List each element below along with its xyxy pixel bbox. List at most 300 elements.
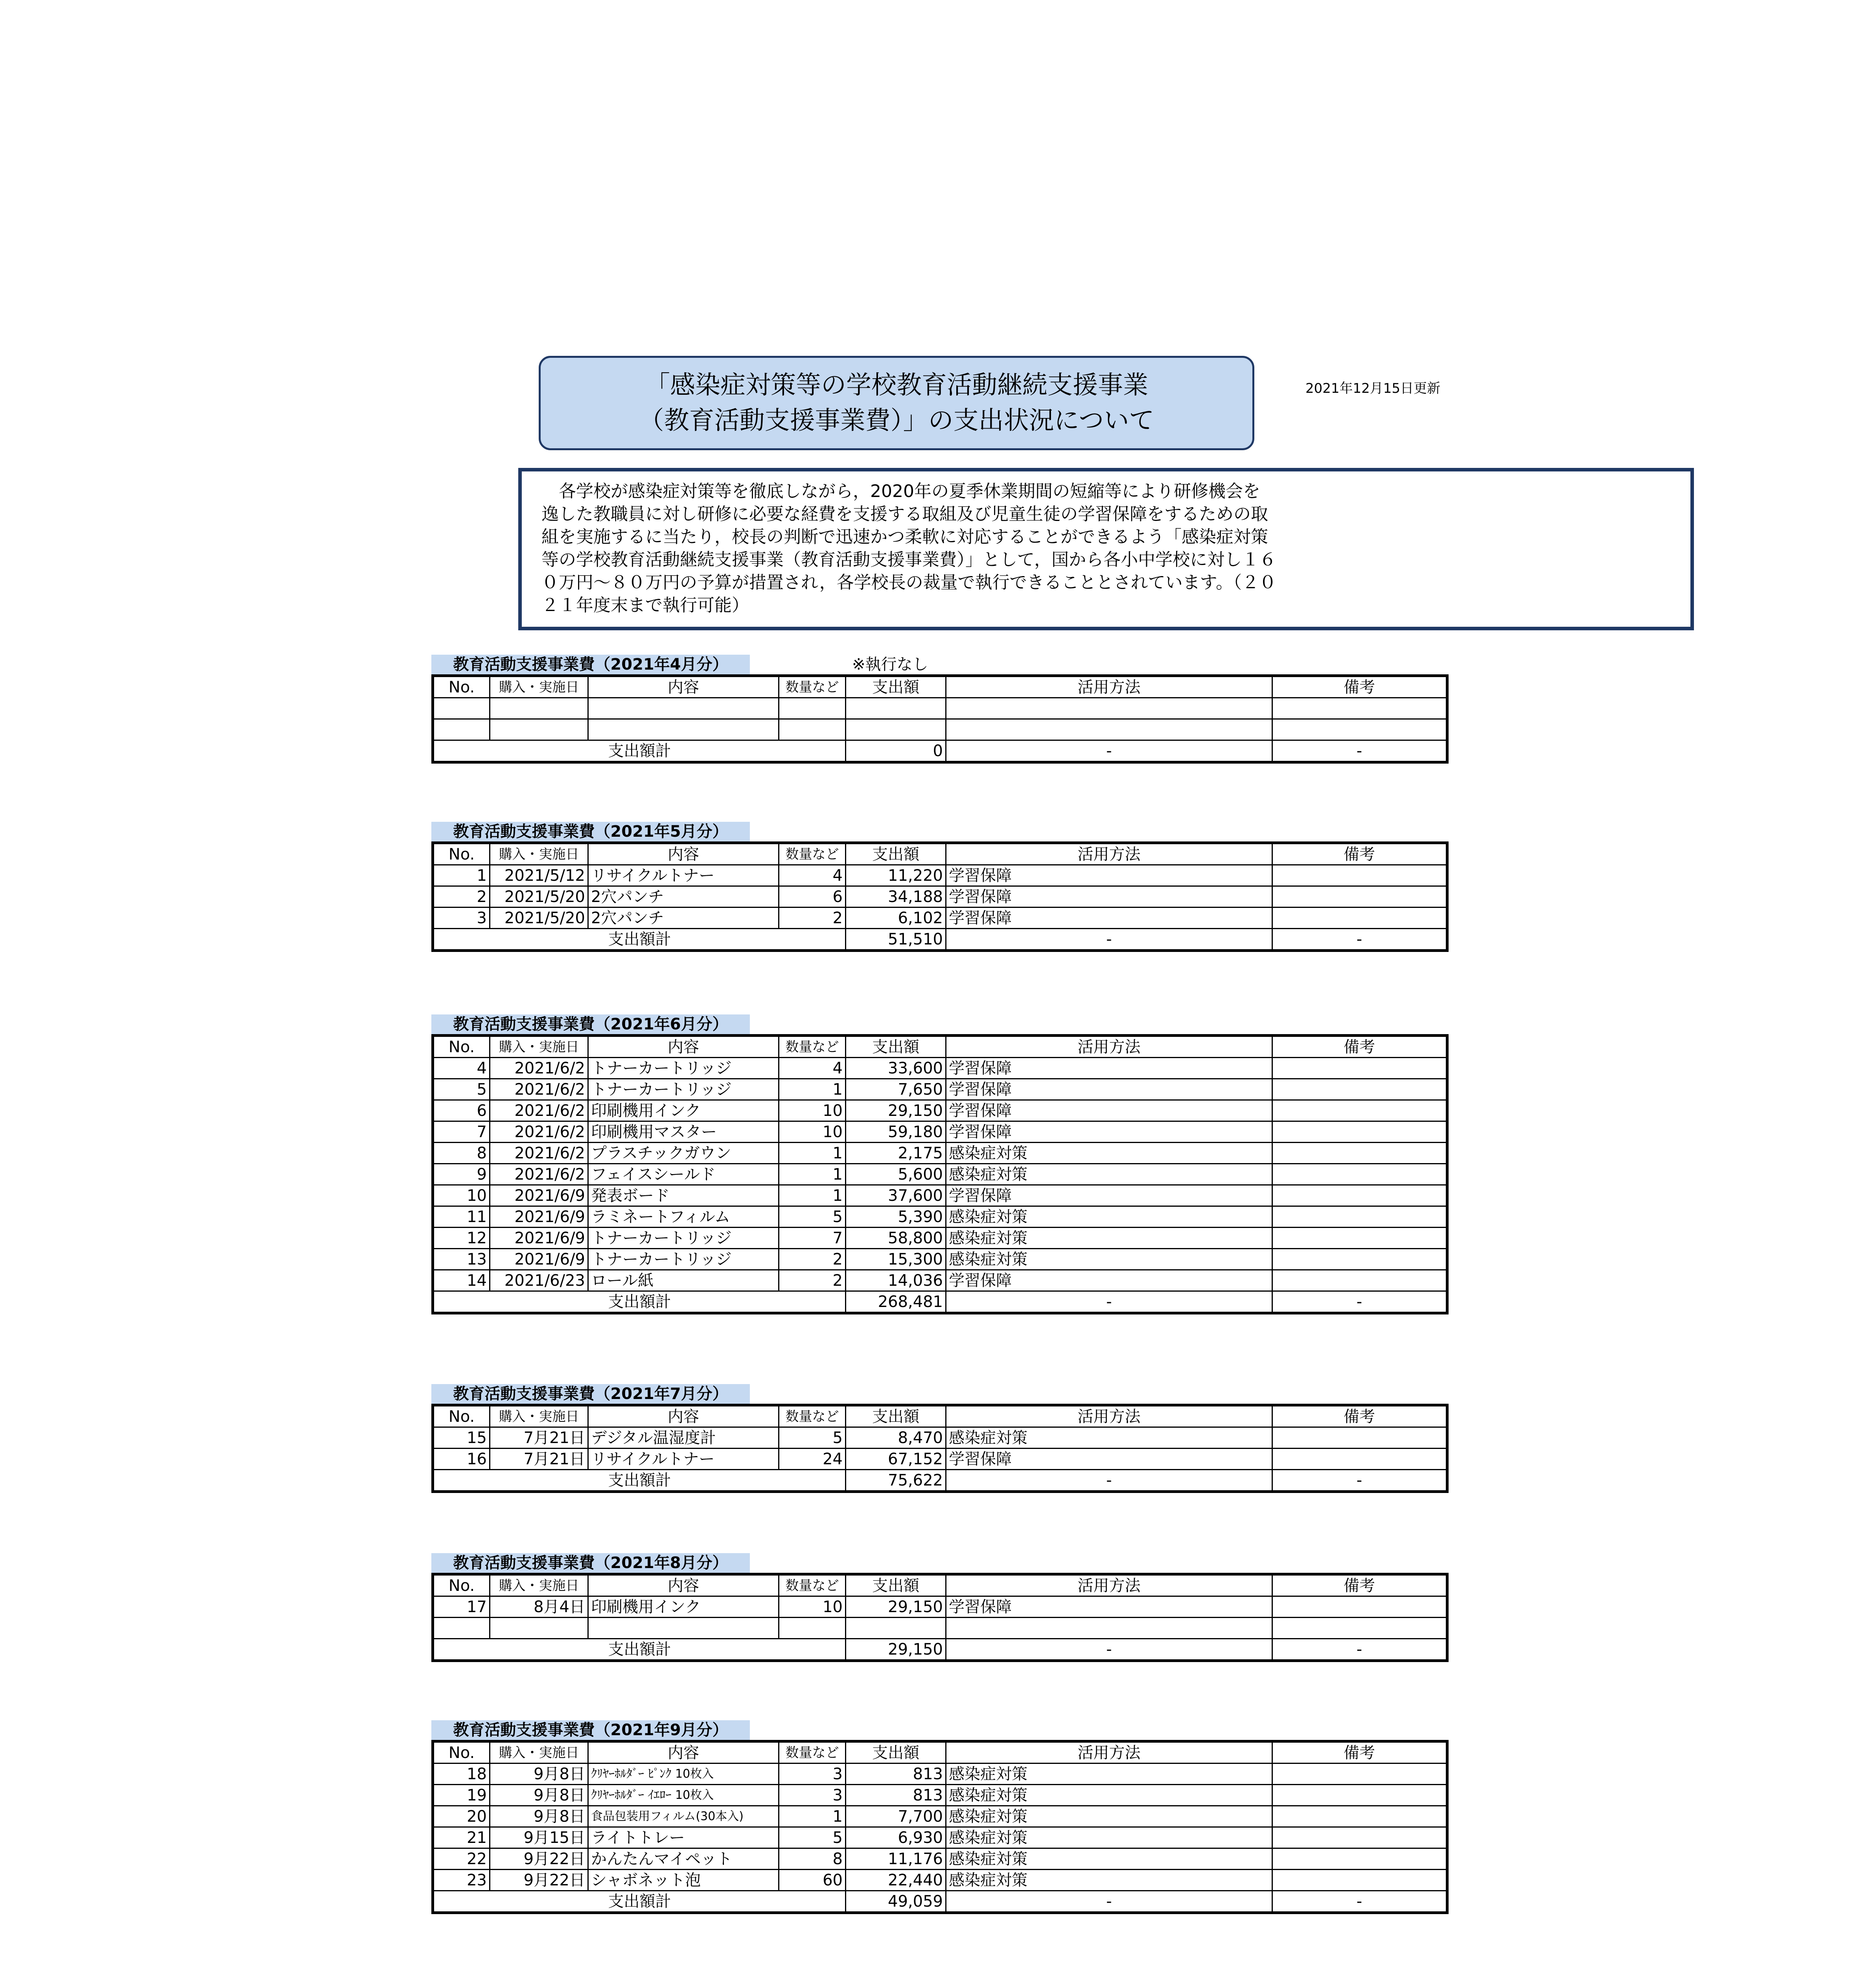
cell-no: 1: [433, 865, 490, 886]
cell-usage: 感染症対策: [946, 1427, 1272, 1449]
cell-content: デジタル温湿度計: [588, 1427, 779, 1449]
col-no-header: No.: [433, 676, 490, 698]
cell-no: 6: [433, 1100, 490, 1121]
table-row: [433, 1164, 1447, 1185]
total-label: 支出額計: [433, 740, 846, 762]
cell-usage: 学習保障: [946, 1185, 1272, 1206]
table-row: [433, 1100, 1447, 1121]
expense-table: [431, 1573, 1449, 1662]
col-date-header: 購入・実施日: [490, 676, 588, 698]
expense-table: [431, 841, 1449, 952]
intro-text: [518, 468, 1694, 630]
title-line-1: 「感染症対策等の学校教育活動継続支援事業: [645, 371, 1148, 400]
table-row: [433, 1079, 1447, 1100]
table-row: [433, 1806, 1447, 1827]
cell-amount: 15,300: [846, 1249, 946, 1270]
section-title: 教育活動支援事業費（2021年9月分）: [431, 1720, 750, 1740]
cell-date: 9月8日: [490, 1806, 588, 1827]
cell-remarks: [1272, 1206, 1447, 1228]
expense-table: [431, 1034, 1449, 1314]
cell-date: 2021/6/2: [490, 1121, 588, 1143]
section-title: 教育活動支援事業費（2021年7月分）: [431, 1384, 750, 1404]
cell-content: かんたんマイペット: [588, 1848, 779, 1870]
table-row: [433, 1848, 1447, 1870]
cell-remarks: [1272, 886, 1447, 908]
total-amount: 29,150: [846, 1639, 946, 1661]
col-remarks-header: 備考: [1272, 843, 1447, 865]
col-no-header: No.: [433, 1741, 490, 1764]
total-amount: 51,510: [846, 929, 946, 951]
cell-empty: [588, 698, 779, 719]
total-label: 支出額計: [433, 1639, 846, 1661]
cell-amount: 7,650: [846, 1079, 946, 1100]
cell-date: 2021/6/2: [490, 1100, 588, 1121]
col-content-header: 内容: [588, 1405, 779, 1427]
cell-no: 11: [433, 1206, 490, 1228]
cell-remarks: [1272, 1806, 1447, 1827]
col-no-header: No.: [433, 1405, 490, 1427]
cell-usage: 感染症対策: [946, 1827, 1272, 1848]
cell-usage: 学習保障: [946, 865, 1272, 886]
cell-remarks: [1272, 1785, 1447, 1806]
cell-amount: 58,800: [846, 1228, 946, 1249]
table-row: [433, 1058, 1447, 1079]
col-amount-header: 支出額: [846, 676, 946, 698]
intro-line: 各学校が感染症対策等を徹底しながら，2020年の夏季休業期間の短縮等により研修機会を: [541, 481, 1260, 501]
cell-usage: 学習保障: [946, 1100, 1272, 1121]
table-header-row: [433, 1405, 1447, 1427]
cell-date: 9月22日: [490, 1848, 588, 1870]
cell-qty: 5: [779, 1427, 846, 1449]
cell-qty: 3: [779, 1764, 846, 1785]
cell-content: トナーカートリッジ: [588, 1079, 779, 1100]
cell-date: 7月21日: [490, 1427, 588, 1449]
cell-usage: 感染症対策: [946, 1764, 1272, 1785]
col-remarks-header: 備考: [1272, 1405, 1447, 1427]
cell-no: 17: [433, 1596, 490, 1618]
cell-no: 8: [433, 1143, 490, 1164]
cell-date: 9月22日: [490, 1870, 588, 1891]
col-date-header: 購入・実施日: [490, 843, 588, 865]
cell-usage: 感染症対策: [946, 1164, 1272, 1185]
table-header-row: [433, 676, 1447, 698]
cell-usage: 学習保障: [946, 1270, 1272, 1291]
col-remarks-header: 備考: [1272, 676, 1447, 698]
table-total-row: [433, 929, 1447, 951]
intro-line: ０万円～８０万円の予算が措置され，各学校長の裁量で執行できることとされています。（２０: [541, 572, 1277, 593]
col-content-header: 内容: [588, 1574, 779, 1596]
cell-date: 2021/6/2: [490, 1079, 588, 1100]
cell-remarks: [1272, 908, 1447, 929]
cell-usage: 感染症対策: [946, 1206, 1272, 1228]
cell-amount: 2,175: [846, 1143, 946, 1164]
cell-qty: 4: [779, 1058, 846, 1079]
table-total-row: [433, 1470, 1447, 1492]
cell-no: 5: [433, 1079, 490, 1100]
section-title: 教育活動支援事業費（2021年4月分）: [431, 655, 750, 674]
col-remarks-header: 備考: [1272, 1574, 1447, 1596]
section-title: 教育活動支援事業費（2021年6月分）: [431, 1014, 750, 1034]
cell-no: 20: [433, 1806, 490, 1827]
cell-remarks: [1272, 1228, 1447, 1249]
expense-section: [431, 1553, 1446, 1662]
cell-content: リサイクルトナー: [588, 865, 779, 886]
col-no-header: No.: [433, 843, 490, 865]
expense-table: [431, 1740, 1449, 1914]
cell-no: 2: [433, 886, 490, 908]
cell-no: 21: [433, 1827, 490, 1848]
col-qty-header: 数量など: [779, 1036, 846, 1058]
cell-empty: [588, 1618, 779, 1639]
cell-date: 2021/6/9: [490, 1249, 588, 1270]
cell-remarks: [1272, 1270, 1447, 1291]
total-usage-dash: -: [946, 929, 1272, 951]
cell-no: 7: [433, 1121, 490, 1143]
col-usage-header: 活用方法: [946, 1741, 1272, 1764]
cell-content: シャボネット泡: [588, 1870, 779, 1891]
cell-no: 15: [433, 1427, 490, 1449]
cell-usage: 感染症対策: [946, 1806, 1272, 1827]
col-usage-header: 活用方法: [946, 1036, 1272, 1058]
cell-date: 2021/6/23: [490, 1270, 588, 1291]
cell-amount: 5,600: [846, 1164, 946, 1185]
cell-empty: [433, 698, 490, 719]
cell-empty: [1272, 1618, 1447, 1639]
cell-content: 印刷機用インク: [588, 1100, 779, 1121]
cell-content: 食品包装用フィルム(30本入): [588, 1806, 779, 1827]
cell-qty: 1: [779, 1185, 846, 1206]
table-row-empty: [433, 719, 1447, 740]
total-usage-dash: -: [946, 1470, 1272, 1492]
cell-usage: 感染症対策: [946, 1143, 1272, 1164]
cell-usage: 感染症対策: [946, 1870, 1272, 1891]
cell-content: ライトトレー: [588, 1827, 779, 1848]
cell-content: トナーカートリッジ: [588, 1058, 779, 1079]
cell-qty: 5: [779, 1827, 846, 1848]
col-content-header: 内容: [588, 1036, 779, 1058]
cell-no: 3: [433, 908, 490, 929]
cell-date: 7月21日: [490, 1449, 588, 1470]
table-total-row: [433, 1291, 1447, 1313]
cell-usage: 学習保障: [946, 1058, 1272, 1079]
cell-usage: 学習保障: [946, 908, 1272, 929]
cell-date: 9月8日: [490, 1785, 588, 1806]
cell-amount: 6,930: [846, 1827, 946, 1848]
col-content-header: 内容: [588, 1741, 779, 1764]
cell-content: ロール紙: [588, 1270, 779, 1291]
total-label: 支出額計: [433, 929, 846, 951]
cell-no: 23: [433, 1870, 490, 1891]
cell-qty: 1: [779, 1079, 846, 1100]
cell-qty: 1: [779, 1164, 846, 1185]
cell-usage: 感染症対策: [946, 1228, 1272, 1249]
table-row: [433, 1185, 1447, 1206]
col-remarks-header: 備考: [1272, 1741, 1447, 1764]
cell-qty: 10: [779, 1596, 846, 1618]
cell-remarks: [1272, 1764, 1447, 1785]
cell-no: 9: [433, 1164, 490, 1185]
cell-empty: [946, 698, 1272, 719]
cell-amount: 5,390: [846, 1206, 946, 1228]
col-content-header: 内容: [588, 843, 779, 865]
cell-qty: 10: [779, 1121, 846, 1143]
cell-no: 13: [433, 1249, 490, 1270]
expense-section: [431, 822, 1446, 952]
cell-date: 2021/5/20: [490, 908, 588, 929]
cell-remarks: [1272, 1164, 1447, 1185]
cell-remarks: [1272, 1058, 1447, 1079]
table-row: [433, 865, 1447, 886]
col-qty-header: 数量など: [779, 1574, 846, 1596]
col-no-header: No.: [433, 1036, 490, 1058]
col-date-header: 購入・実施日: [490, 1405, 588, 1427]
cell-remarks: [1272, 865, 1447, 886]
table-total-row: [433, 1891, 1447, 1913]
cell-qty: 2: [779, 1249, 846, 1270]
cell-amount: 11,176: [846, 1848, 946, 1870]
expense-section: [431, 1384, 1446, 1493]
total-amount: 268,481: [846, 1291, 946, 1313]
cell-date: 9月15日: [490, 1827, 588, 1848]
cell-no: 22: [433, 1848, 490, 1870]
intro-line: ２１年度末まで執行可能）: [541, 595, 749, 615]
col-date-header: 購入・実施日: [490, 1741, 588, 1764]
cell-date: 2021/6/9: [490, 1228, 588, 1249]
col-qty-header: 数量など: [779, 843, 846, 865]
cell-content: ラミネートフィルム: [588, 1206, 779, 1228]
cell-date: 8月4日: [490, 1596, 588, 1618]
total-remarks-dash: -: [1272, 1470, 1447, 1492]
total-label: 支出額計: [433, 1291, 846, 1313]
cell-date: 2021/6/2: [490, 1164, 588, 1185]
cell-date: 2021/5/20: [490, 886, 588, 908]
total-remarks-dash: -: [1272, 740, 1447, 762]
cell-date: 2021/6/2: [490, 1058, 588, 1079]
cell-qty: 3: [779, 1785, 846, 1806]
table-row: [433, 1121, 1447, 1143]
cell-empty: [588, 719, 779, 740]
intro-line: 逸した教職員に対し研修に必要な経費を支援する取組及び児童生徒の学習保障をするための取: [541, 504, 1268, 524]
cell-qty: 1: [779, 1143, 846, 1164]
cell-content: フェイスシールド: [588, 1164, 779, 1185]
table-row: [433, 1449, 1447, 1470]
title-line-2: （教育活動支援事業費）」の支出状況について: [639, 406, 1154, 435]
total-remarks-dash: -: [1272, 929, 1447, 951]
section-note: ※執行なし: [852, 655, 928, 674]
cell-content: ｸﾘﾔｰﾎﾙﾀﾞｰ ｲｴﾛｰ 10枚入: [588, 1785, 779, 1806]
cell-usage: 学習保障: [946, 1596, 1272, 1618]
table-row: [433, 1249, 1447, 1270]
cell-content: 発表ボード: [588, 1185, 779, 1206]
col-amount-header: 支出額: [846, 843, 946, 865]
col-qty-header: 数量など: [779, 1405, 846, 1427]
cell-remarks: [1272, 1079, 1447, 1100]
cell-content: プラスチックガウン: [588, 1143, 779, 1164]
cell-no: 4: [433, 1058, 490, 1079]
col-amount-header: 支出額: [846, 1405, 946, 1427]
cell-usage: 学習保障: [946, 886, 1272, 908]
cell-amount: 29,150: [846, 1596, 946, 1618]
table-total-row: [433, 1639, 1447, 1661]
cell-empty: [490, 719, 588, 740]
cell-content: リサイクルトナー: [588, 1449, 779, 1470]
total-remarks-dash: -: [1272, 1291, 1447, 1313]
cell-qty: 2: [779, 908, 846, 929]
cell-amount: 7,700: [846, 1806, 946, 1827]
cell-empty: [846, 1618, 946, 1639]
cell-no: 18: [433, 1764, 490, 1785]
cell-qty: 8: [779, 1848, 846, 1870]
col-amount-header: 支出額: [846, 1036, 946, 1058]
cell-empty: [779, 719, 846, 740]
cell-amount: 33,600: [846, 1058, 946, 1079]
total-usage-dash: -: [946, 1891, 1272, 1913]
total-amount: 49,059: [846, 1891, 946, 1913]
total-amount: 75,622: [846, 1470, 946, 1492]
col-amount-header: 支出額: [846, 1574, 946, 1596]
table-row: [433, 1870, 1447, 1891]
cell-empty: [846, 719, 946, 740]
cell-empty: [490, 1618, 588, 1639]
update-date: 2021年12月15日更新: [1305, 381, 1441, 396]
cell-date: 2021/5/12: [490, 865, 588, 886]
table-row: [433, 1228, 1447, 1249]
table-row-empty: [433, 1618, 1447, 1639]
cell-qty: 4: [779, 865, 846, 886]
cell-remarks: [1272, 1121, 1447, 1143]
cell-amount: 67,152: [846, 1449, 946, 1470]
section-title: 教育活動支援事業費（2021年8月分）: [431, 1553, 750, 1573]
cell-empty: [433, 1618, 490, 1639]
cell-empty: [490, 698, 588, 719]
table-header-row: [433, 1574, 1447, 1596]
cell-empty: [433, 719, 490, 740]
cell-qty: 60: [779, 1870, 846, 1891]
cell-amount: 813: [846, 1764, 946, 1785]
cell-usage: 学習保障: [946, 1121, 1272, 1143]
page-title: [539, 356, 1254, 450]
table-row: [433, 1827, 1447, 1848]
col-usage-header: 活用方法: [946, 1405, 1272, 1427]
total-remarks-dash: -: [1272, 1891, 1447, 1913]
col-content-header: 内容: [588, 676, 779, 698]
expense-table: [431, 674, 1449, 764]
cell-usage: 感染症対策: [946, 1249, 1272, 1270]
cell-amount: 14,036: [846, 1270, 946, 1291]
table-header-row: [433, 1741, 1447, 1764]
cell-date: 2021/6/9: [490, 1185, 588, 1206]
col-date-header: 購入・実施日: [490, 1036, 588, 1058]
cell-qty: 6: [779, 886, 846, 908]
total-label: 支出額計: [433, 1470, 846, 1492]
table-row: [433, 1206, 1447, 1228]
cell-content: ｸﾘﾔｰﾎﾙﾀﾞｰ ﾋﾟﾝｸ 10枚入: [588, 1764, 779, 1785]
cell-amount: 11,220: [846, 865, 946, 886]
cell-remarks: [1272, 1449, 1447, 1470]
cell-amount: 59,180: [846, 1121, 946, 1143]
cell-empty: [1272, 719, 1447, 740]
cell-remarks: [1272, 1870, 1447, 1891]
expense-section: [431, 1014, 1446, 1314]
cell-empty: [1272, 698, 1447, 719]
cell-qty: 7: [779, 1228, 846, 1249]
expense-table: [431, 1404, 1449, 1493]
cell-content: 2穴パンチ: [588, 908, 779, 929]
cell-date: 2021/6/9: [490, 1206, 588, 1228]
cell-no: 10: [433, 1185, 490, 1206]
table-row-empty: [433, 698, 1447, 719]
total-label: 支出額計: [433, 1891, 846, 1913]
col-remarks-header: 備考: [1272, 1036, 1447, 1058]
cell-remarks: [1272, 1249, 1447, 1270]
col-usage-header: 活用方法: [946, 676, 1272, 698]
cell-amount: 8,470: [846, 1427, 946, 1449]
cell-amount: 34,188: [846, 886, 946, 908]
cell-remarks: [1272, 1185, 1447, 1206]
cell-amount: 37,600: [846, 1185, 946, 1206]
cell-qty: 1: [779, 1806, 846, 1827]
cell-empty: [946, 1618, 1272, 1639]
intro-line: 組を実施するに当たり，校長の判断で迅速かつ柔軟に対応することができるよう「感染症対策: [541, 527, 1268, 547]
table-row: [433, 1785, 1447, 1806]
table-row: [433, 886, 1447, 908]
table-row: [433, 1427, 1447, 1449]
cell-remarks: [1272, 1848, 1447, 1870]
cell-amount: 813: [846, 1785, 946, 1806]
cell-remarks: [1272, 1427, 1447, 1449]
table-row: [433, 908, 1447, 929]
table-row: [433, 1143, 1447, 1164]
col-usage-header: 活用方法: [946, 1574, 1272, 1596]
expense-section: [431, 1720, 1446, 1914]
total-usage-dash: -: [946, 1639, 1272, 1661]
table-row: [433, 1270, 1447, 1291]
total-remarks-dash: -: [1272, 1639, 1447, 1661]
cell-empty: [779, 698, 846, 719]
total-amount: 0: [846, 740, 946, 762]
cell-no: 19: [433, 1785, 490, 1806]
section-title: 教育活動支援事業費（2021年5月分）: [431, 822, 750, 841]
cell-qty: 5: [779, 1206, 846, 1228]
cell-remarks: [1272, 1596, 1447, 1618]
cell-remarks: [1272, 1100, 1447, 1121]
cell-usage: 学習保障: [946, 1079, 1272, 1100]
col-usage-header: 活用方法: [946, 843, 1272, 865]
cell-date: 2021/6/2: [490, 1143, 588, 1164]
cell-content: トナーカートリッジ: [588, 1228, 779, 1249]
col-no-header: No.: [433, 1574, 490, 1596]
cell-remarks: [1272, 1827, 1447, 1848]
cell-content: 印刷機用インク: [588, 1596, 779, 1618]
col-amount-header: 支出額: [846, 1741, 946, 1764]
cell-no: 16: [433, 1449, 490, 1470]
cell-content: 印刷機用マスター: [588, 1121, 779, 1143]
cell-empty: [946, 719, 1272, 740]
cell-empty: [846, 698, 946, 719]
col-date-header: 購入・実施日: [490, 1574, 588, 1596]
cell-qty: 2: [779, 1270, 846, 1291]
total-usage-dash: -: [946, 740, 1272, 762]
cell-amount: 29,150: [846, 1100, 946, 1121]
cell-content: トナーカートリッジ: [588, 1249, 779, 1270]
cell-qty: 10: [779, 1100, 846, 1121]
col-qty-header: 数量など: [779, 1741, 846, 1764]
cell-amount: 22,440: [846, 1870, 946, 1891]
cell-usage: 感染症対策: [946, 1848, 1272, 1870]
cell-date: 9月8日: [490, 1764, 588, 1785]
col-qty-header: 数量など: [779, 676, 846, 698]
cell-no: 14: [433, 1270, 490, 1291]
